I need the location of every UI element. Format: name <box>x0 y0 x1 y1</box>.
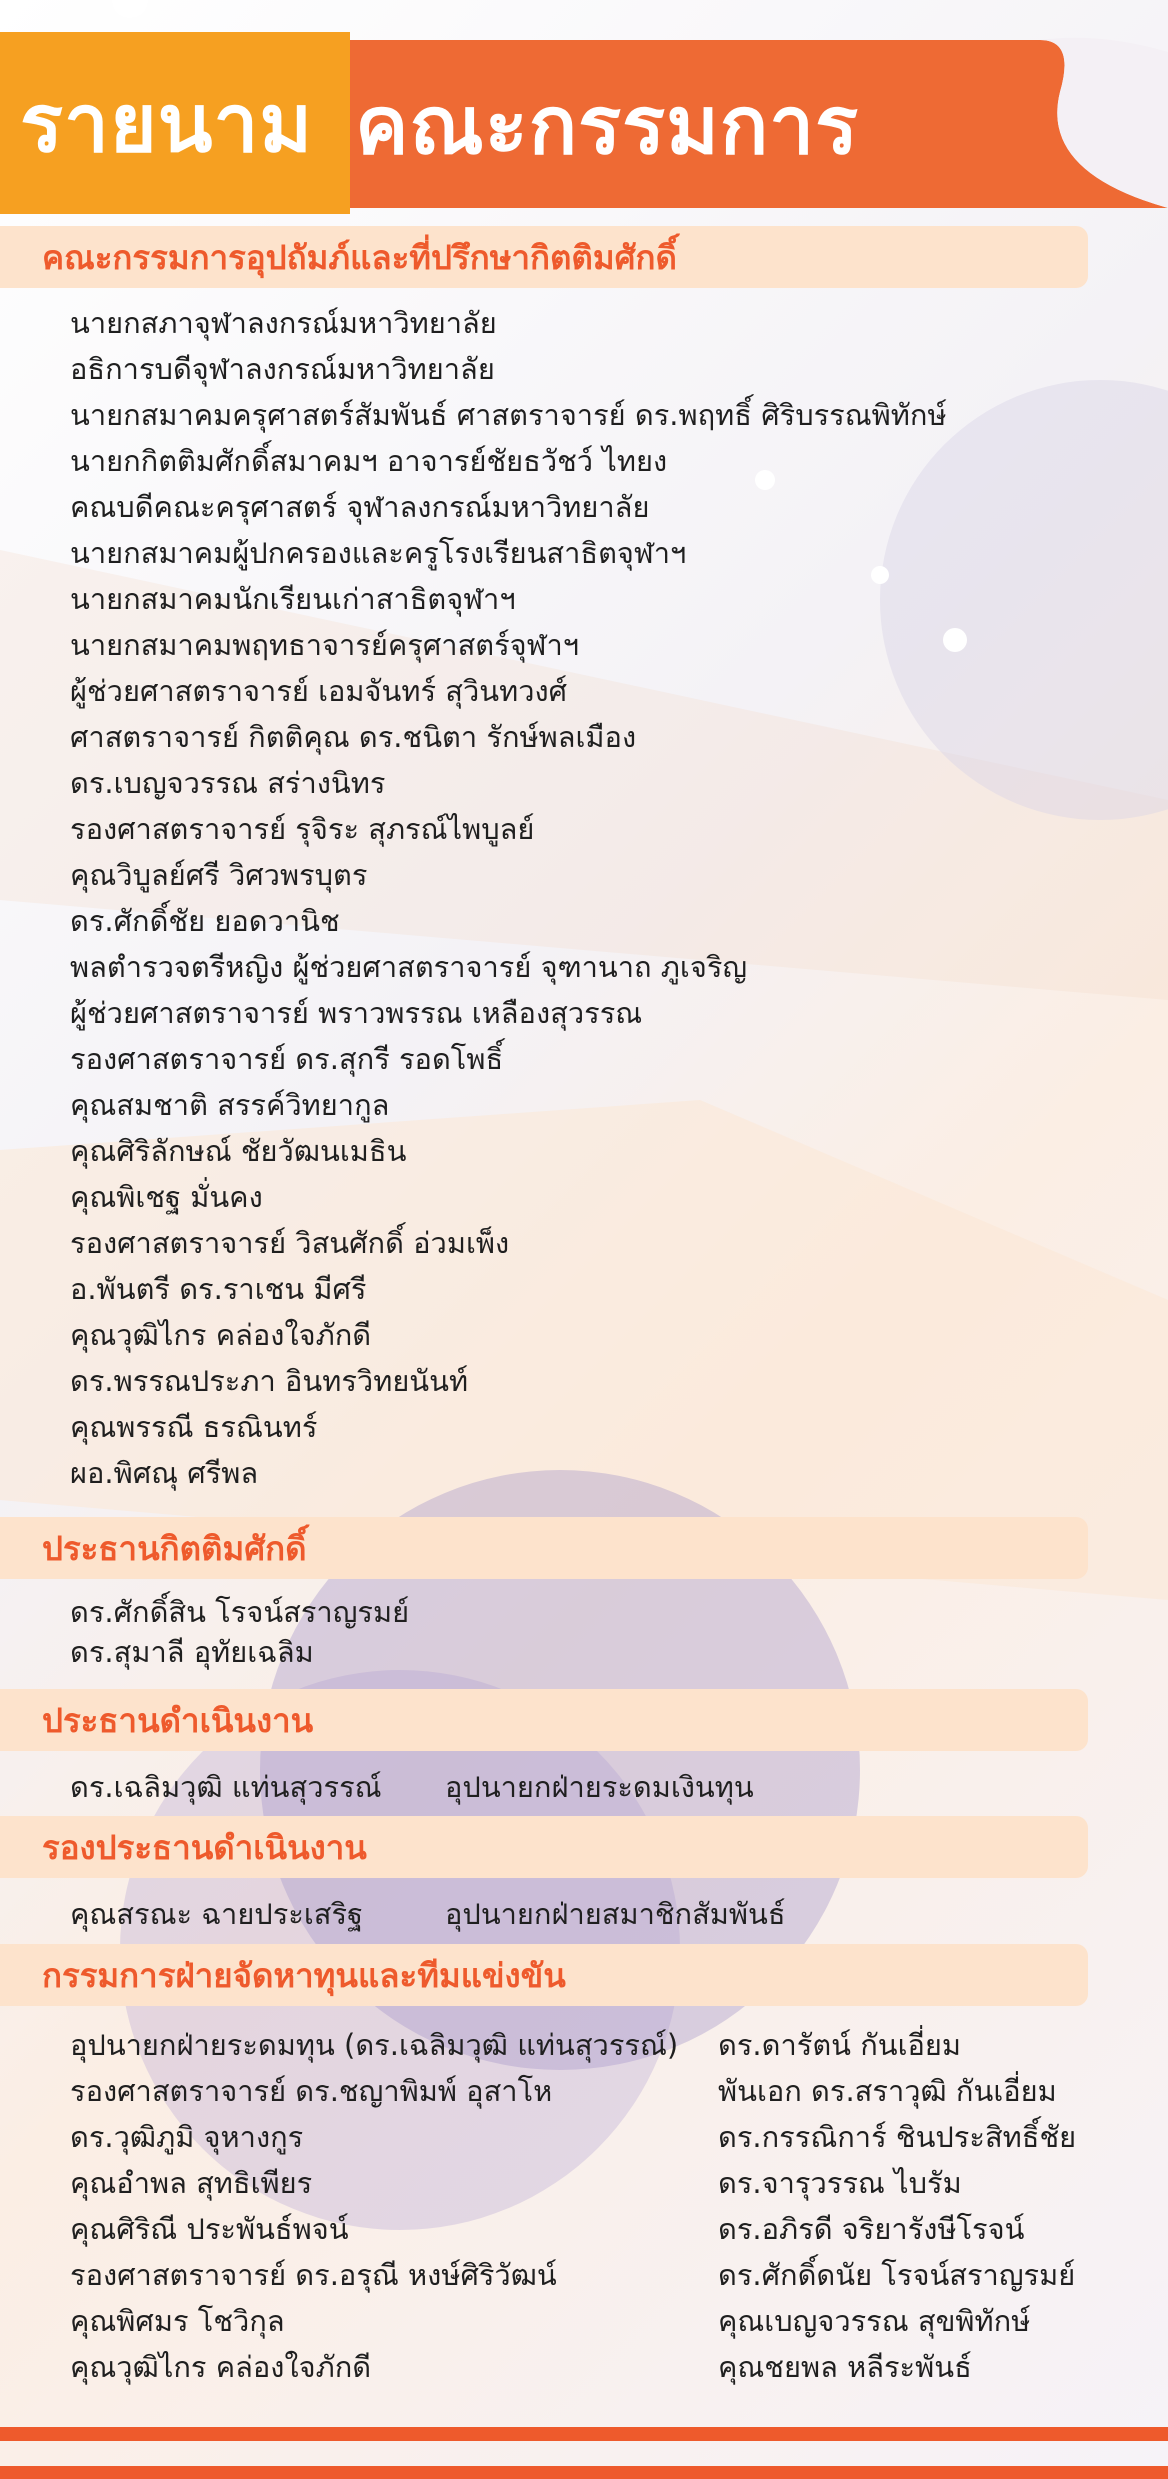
list-item: นายกสมาคมครุศาสตร์สัมพันธ์ ศาสตราจารย์ ดร.พฤทธิ์ ศิริบรรณพิทักษ์ <box>70 398 947 432</box>
list-item: คุณชยพล หลีระพันธ์ <box>718 2350 972 2384</box>
list-item: รองศาสตราจารย์ ดร.ชญาพิมพ์ อุสาโห <box>70 2074 553 2108</box>
list-item: นายกสมาคมผู้ปกครองและครูโรงเรียนสาธิตจุฬาฯ <box>70 536 687 570</box>
list-item: ดร.พรรณประภา อินทรวิทยนันท์ <box>70 1364 469 1398</box>
list-item: ดร.ศักดิ์ดนัย โรจน์สราญรมย์ <box>718 2258 1076 2292</box>
list-item: นายกสภาจุฬาลงกรณ์มหาวิทยาลัย <box>70 306 497 340</box>
list-item: อุปนายกฝ่ายระดมทุน (ดร.เฉลิมวุฒิ แท่นสุวรรณ์) <box>70 2028 679 2062</box>
list-item: คุณอำพล สุทธิเพียร <box>70 2166 313 2200</box>
list-item: ดร.กรรณิการ์ ชินประสิทธิ์ชัย <box>718 2120 1077 2154</box>
list-item: ผู้ช่วยศาสตราจารย์ เอมจันทร์ สุวินทวงศ์ <box>70 674 568 708</box>
honorary-chair-list <box>70 1592 409 1672</box>
list-item: นายกกิตติมศักดิ์สมาคมฯ อาจารย์ชัยธวัชว์ ไทยง <box>70 444 668 478</box>
page-title: คณะกรรมการ <box>355 78 860 172</box>
list-item: นายกสมาคมพฤทธาจารย์ครุศาสตร์จุฬาฯ <box>70 628 580 662</box>
list-item: นายกสมาคมนักเรียนเก่าสาธิตจุฬาฯ <box>70 582 516 616</box>
list-item: พันเอก ดร.สราวุฒิ กันเอี่ยม <box>718 2074 1057 2108</box>
section-heading-vice-chair: รองประธานดำเนินงาน <box>0 1816 1088 1878</box>
list-item: คุณพรรณี ธรณินทร์ <box>70 1410 318 1444</box>
list-item: รองศาสตราจารย์ รุจิระ สุภรณ์ไพบูลย์ <box>70 812 535 846</box>
footer-divider-top <box>0 2427 1168 2441</box>
list-item: รองศาสตราจารย์ ดร.อรุณี หงษ์ศิริวัฒน์ <box>70 2258 557 2292</box>
list-item: ดร.อภิรดี จริยารังษีโรจน์ <box>718 2212 1025 2246</box>
vice-chair-role: อุปนายกฝ่ายสมาชิกสัมพันธ์ <box>445 1897 786 1931</box>
section-heading-fundraising: กรรมการฝ่ายจัดหาทุนและทีมแข่งขัน <box>0 1944 1088 2006</box>
list-item: คุณพิศมร โชวิกุล <box>70 2304 285 2338</box>
list-item: รองศาสตราจารย์ ดร.สุกรี รอดโพธิ์ <box>70 1042 504 1076</box>
fundraising-list-left <box>70 2022 678 2390</box>
section-heading-chair: ประธานดำเนินงาน <box>0 1689 1088 1751</box>
footer-divider-bottom <box>0 2466 1168 2479</box>
list-item: ดร.ดารัตน์ กันเอี่ยม <box>718 2028 962 2062</box>
list-item: คุณวุฒิไกร คล่องใจภักดี <box>70 1318 372 1352</box>
chair-role: อุปนายกฝ่ายระดมเงินทุน <box>445 1770 754 1804</box>
list-item: คุณศิริณี ประพันธ์พจน์ <box>70 2212 349 2246</box>
list-item: คุณเบญจวรรณ สุขพิทักษ์ <box>718 2304 1031 2338</box>
list-item: อ.พันตรี ดร.ราเชน มีศรี <box>70 1272 367 1306</box>
list-item: อธิการบดีจุฬาลงกรณ์มหาวิทยาลัย <box>70 352 495 386</box>
list-item: ผอ.พิศณุ ศรีพล <box>70 1456 259 1490</box>
list-item: ดร.ศักดิ์ชัย ยอดวานิช <box>70 904 340 938</box>
list-item: ดร.ศักดิ์สิน โรจน์สราญรมย์ <box>70 1595 410 1629</box>
list-item: คุณศิริลักษณ์ ชัยวัฒนเมธิน <box>70 1134 407 1168</box>
list-item: คุณพิเชฐ มั่นคง <box>70 1180 263 1214</box>
list-item: รองศาสตราจารย์ วิสนศักดิ์ อ่วมเพ็ง <box>70 1226 510 1260</box>
vice-chair-name: คุณสรณะ ฉายประเสริฐ <box>70 1897 364 1931</box>
list-item: ศาสตราจารย์ กิตติคุณ ดร.ชนิตา รักษ์พลเมือง <box>70 720 637 754</box>
title-highlight: รายนาม <box>0 32 350 214</box>
fundraising-list-right <box>718 2022 1076 2390</box>
list-item: ดร.วุฒิภูมิ จุหางกูร <box>70 2120 304 2154</box>
list-item: ดร.เบญจวรรณ สร่างนิทร <box>70 766 386 800</box>
list-item: คุณวิบูลย์ศรี วิศวพรบุตร <box>70 858 368 892</box>
section-heading-patrons: คณะกรรมการอุปถัมภ์และที่ปรึกษากิตติมศักดิ์ <box>0 226 1088 288</box>
section-heading-honorary-chair: ประธานกิตติมศักดิ์ <box>0 1517 1088 1579</box>
list-item: คุณสมชาติ สรรค์วิทยากูล <box>70 1088 390 1122</box>
patrons-list <box>70 300 947 1496</box>
list-item: คณบดีคณะครุศาสตร์ จุฬาลงกรณ์มหาวิทยาลัย <box>70 490 650 524</box>
list-item: ดร.จารุวรรณ ไบรัม <box>718 2166 962 2200</box>
list-item: ผู้ช่วยศาสตราจารย์ พราวพรรณ เหลืองสุวรรณ <box>70 996 643 1030</box>
chair-name: ดร.เฉลิมวุฒิ แท่นสุวรรณ์ <box>70 1770 382 1804</box>
list-item: ดร.สุมาลี อุทัยเฉลิม <box>70 1635 314 1669</box>
list-item: คุณวุฒิไกร คล่องใจภักดี <box>70 2350 372 2384</box>
list-item: พลตำรวจตรีหญิง ผู้ช่วยศาสตราจารย์ จุฑานาถ ภูเจริญ <box>70 950 748 984</box>
